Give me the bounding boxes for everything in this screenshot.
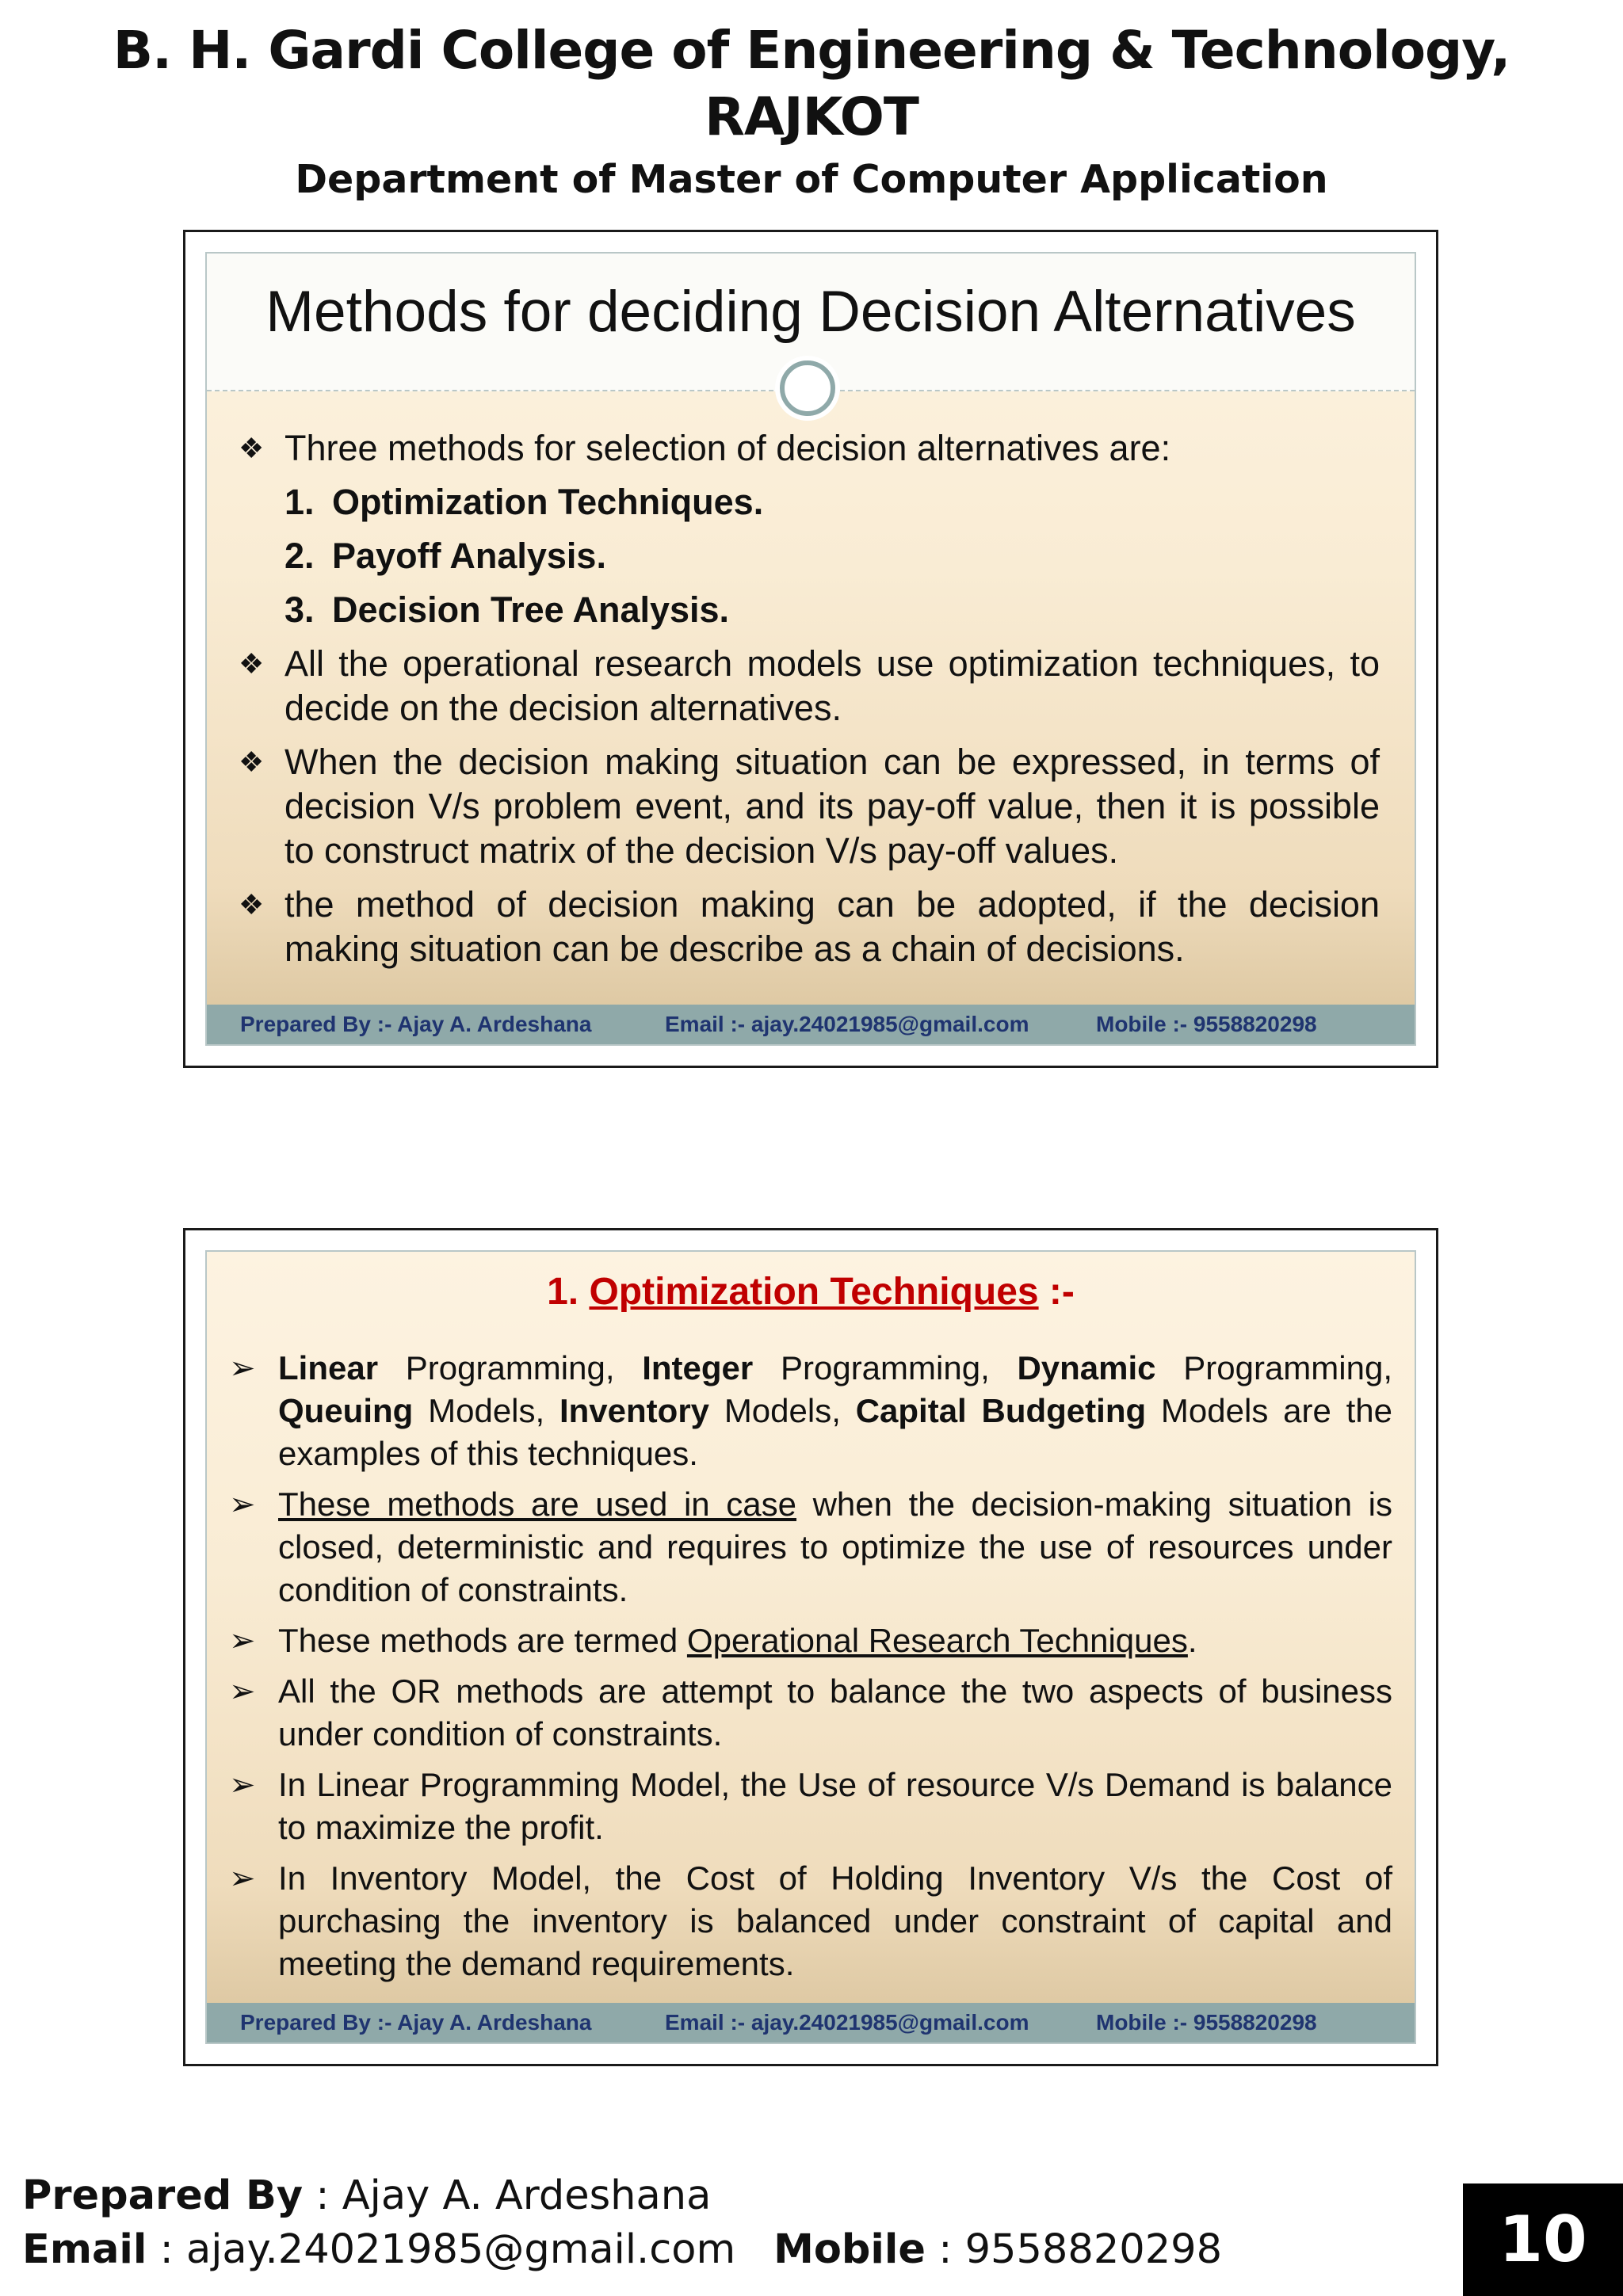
arrow-bullet-icon: ➢ — [229, 1768, 256, 1802]
method-item-1 — [285, 480, 1380, 524]
slide-footer-mobile: Mobile :- 9558820298 — [1096, 1012, 1317, 1036]
list-item — [239, 740, 1380, 873]
department-name: Department of Master of Computer Application — [295, 157, 1328, 202]
mobile-value: : 9558820298 — [925, 2226, 1223, 2273]
college-name: B. H. Gardi College of Engineering & Technology, RAJKOT — [113, 20, 1510, 147]
method-number: 3. — [285, 589, 315, 630]
method-label: Payoff Analysis. — [332, 536, 606, 576]
term: Integer — [642, 1349, 754, 1386]
arrow-bullet-icon: ➢ — [229, 1861, 256, 1896]
title-main: Optimization Techniques — [589, 1271, 1039, 1313]
list-item — [229, 1347, 1392, 1475]
diamond-bullet-icon: ❖ — [239, 432, 265, 464]
diamond-bullet-icon: ❖ — [239, 647, 265, 680]
bullet-text: When the decision making situation can be expressed, in terms of decision V/s problem event, and its pay-off value, then it is possible to construct matrix of the decision V/s pay-off values. — [285, 742, 1380, 871]
diamond-bullet-icon: ❖ — [239, 746, 265, 778]
bullet-text: Three methods for selection of decision alternatives are: — [285, 428, 1171, 468]
slide-footer-mobile: Mobile :- 9558820298 — [1096, 2010, 1317, 2035]
slide-2-title — [207, 1264, 1415, 1320]
title-suffix: :- — [1038, 1271, 1075, 1313]
arrow-bullet-icon: ➢ — [229, 1487, 256, 1522]
slide-footer-prepared: Prepared By :- Ajay A. Ardeshana — [240, 2010, 592, 2035]
bullet-text — [278, 1483, 1392, 1611]
page-number: 10 — [1463, 2183, 1623, 2296]
diamond-bullet-icon: ❖ — [239, 888, 265, 921]
bullet-text: In Inventory Model, the Cost of Holding Inventory V/s the Cost of purchasing the inventory is balanced under constraint of capital and meeting the demand requirements. — [278, 1859, 1392, 1982]
text: Models, — [709, 1392, 856, 1429]
bullet-text: All the OR methods are attempt to balance the two aspects of business under condition of constraints. — [278, 1672, 1392, 1753]
slide-1-content — [239, 426, 1380, 981]
slide-2 — [205, 1250, 1416, 2044]
slide-1-frame — [183, 230, 1438, 1068]
text: Programming, — [378, 1349, 643, 1386]
method-item-3 — [285, 588, 1380, 632]
text: Models, — [413, 1392, 559, 1429]
text: Models are the examples of this techniques. — [278, 1392, 1392, 1472]
list-item — [229, 1619, 1392, 1662]
list-item — [229, 1857, 1392, 1985]
slide-2-footer — [207, 2003, 1415, 2042]
page-footer — [22, 2169, 1222, 2277]
prepared-value: : Ajay A. Ardeshana — [303, 2172, 712, 2219]
term: Queuing — [278, 1392, 414, 1429]
method-item-2 — [285, 534, 1380, 578]
page-header — [0, 17, 1623, 206]
text: Programming, — [753, 1349, 1018, 1386]
arrow-bullet-icon: ➢ — [229, 1623, 256, 1658]
list-item — [239, 426, 1380, 471]
arrow-bullet-icon: ➢ — [229, 1351, 256, 1386]
slide-2-frame — [183, 1228, 1438, 2066]
term: Linear — [278, 1349, 379, 1386]
title-divider-circle-icon — [780, 360, 835, 416]
email-label: Email — [22, 2226, 147, 2273]
slide-1-footer — [207, 1005, 1415, 1044]
footer-prepared-line — [22, 2169, 1222, 2223]
text: when the decision-making situation is closed, deterministic and requires to optimize the use of resources under condition of constraints. — [278, 1486, 1392, 1608]
mobile-label: Mobile — [773, 2226, 926, 2273]
bullet-text: All the operational research models use optimization techniques, to decide on the decision alternatives. — [285, 643, 1380, 728]
prepared-label: Prepared By — [22, 2172, 304, 2219]
footer-contact-line — [22, 2223, 1222, 2277]
slide-1-title: Methods for deciding Decision Alternatives — [265, 280, 1356, 344]
text: Programming, — [1155, 1349, 1392, 1386]
text: . — [1187, 1622, 1197, 1659]
email-value: : ajay.24021985@gmail.com — [147, 2226, 736, 2273]
method-number: 2. — [285, 536, 315, 576]
bullet-text — [278, 1619, 1392, 1662]
arrow-bullet-icon: ➢ — [229, 1674, 256, 1709]
slide-1 — [205, 252, 1416, 1046]
list-item — [229, 1764, 1392, 1849]
bullet-text — [278, 1347, 1392, 1475]
slide-footer-prepared: Prepared By :- Ajay A. Ardeshana — [240, 1012, 592, 1036]
underlined-text: Operational Research Techniques — [686, 1622, 1188, 1659]
slide-2-content — [229, 1347, 1392, 1993]
list-item — [239, 642, 1380, 730]
slide-footer-email: Email :- ajay.24021985@gmail.com — [665, 2010, 1029, 2035]
term: Dynamic — [1017, 1349, 1156, 1386]
underlined-text: These methods are used in case — [278, 1486, 796, 1523]
title-number: 1. — [547, 1271, 590, 1313]
list-item — [239, 883, 1380, 971]
list-item — [229, 1483, 1392, 1611]
text: These methods are termed — [278, 1622, 687, 1659]
bullet-text: the method of decision making can be adopted, if the decision making situation can be describe as a chain of decisions. — [285, 884, 1380, 969]
list-item — [229, 1670, 1392, 1756]
slide-footer-email: Email :- ajay.24021985@gmail.com — [665, 1012, 1029, 1036]
method-number: 1. — [285, 482, 315, 522]
bullet-text: In Linear Programming Model, the Use of resource V/s Demand is balance to maximize the profit. — [278, 1766, 1392, 1846]
method-label: Optimization Techniques. — [332, 482, 764, 522]
term: Capital Budgeting — [855, 1392, 1147, 1429]
term: Inventory — [559, 1392, 710, 1429]
method-label: Decision Tree Analysis. — [332, 589, 730, 630]
